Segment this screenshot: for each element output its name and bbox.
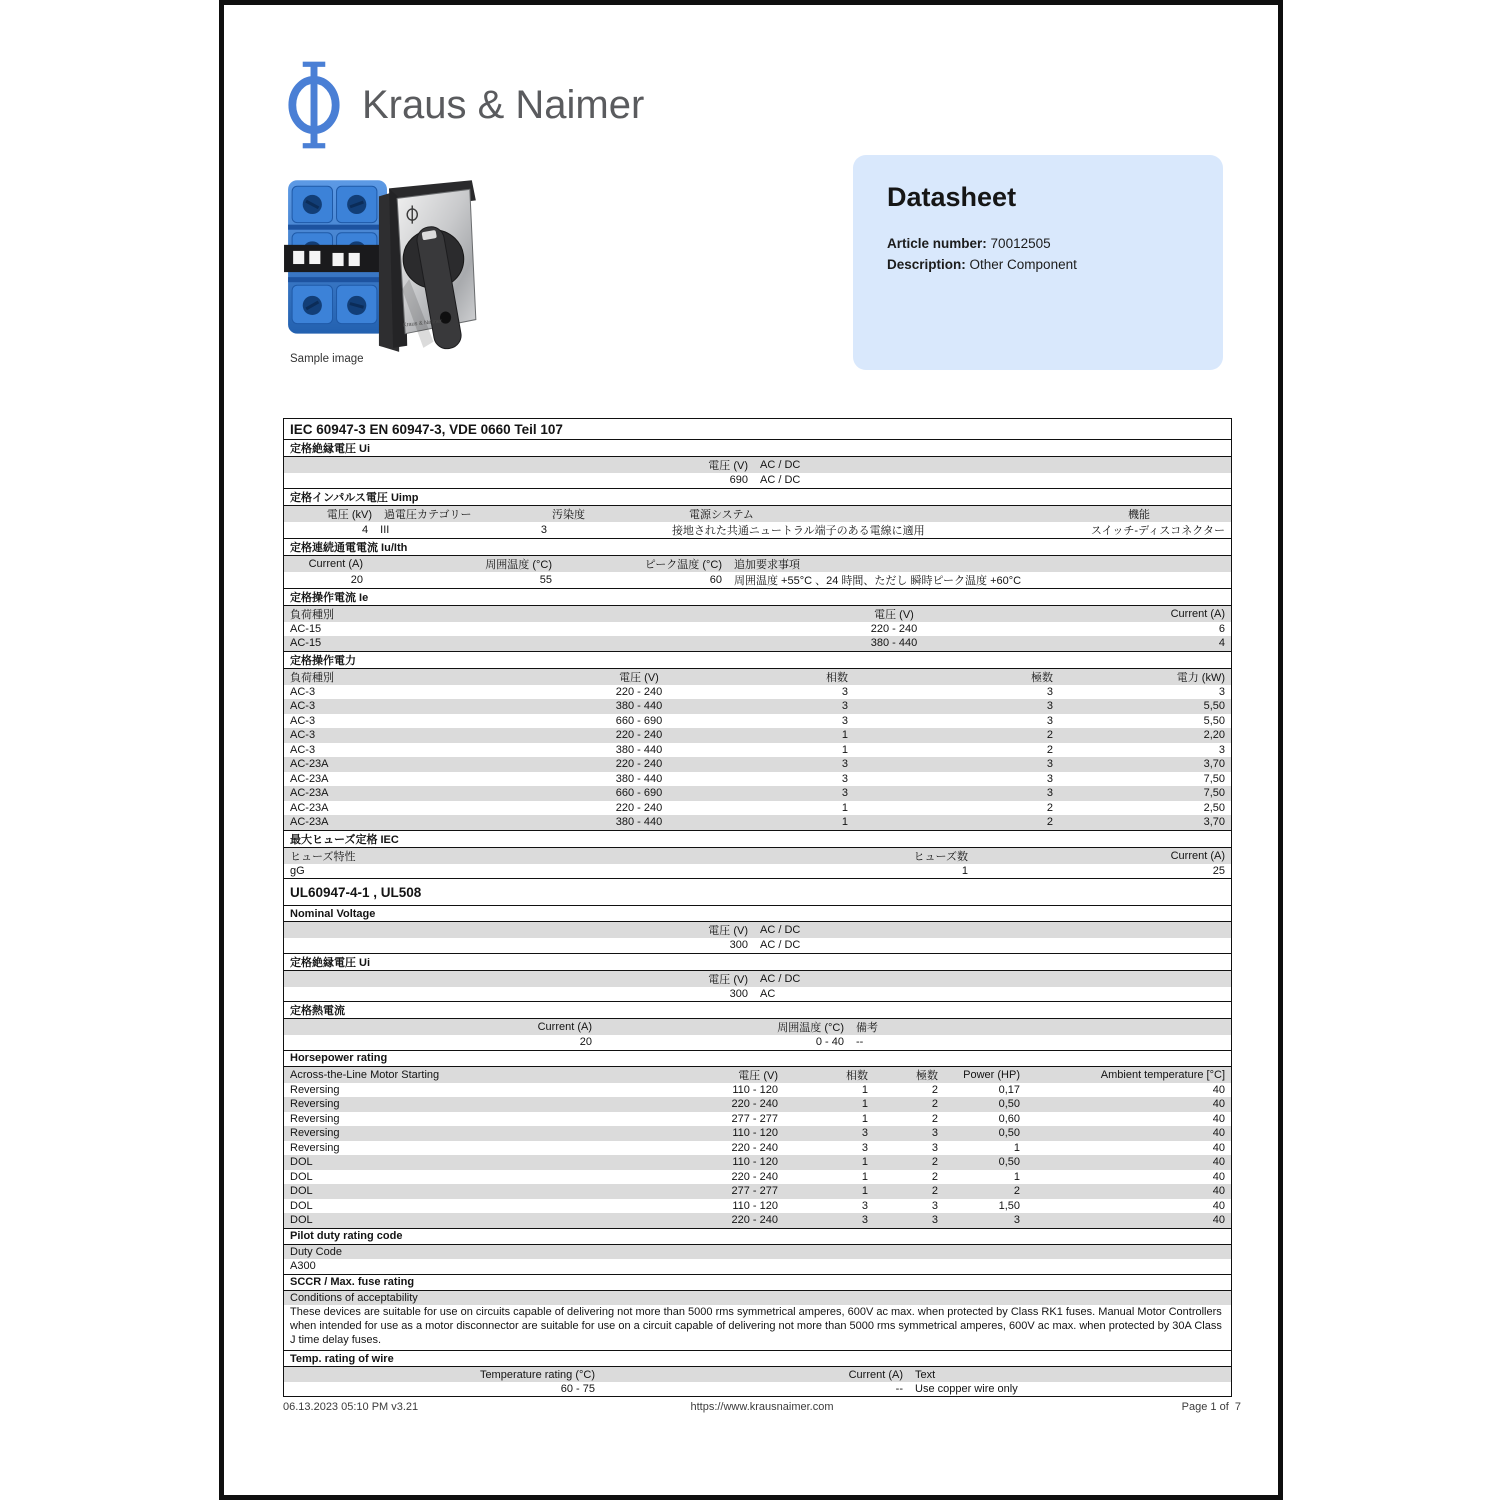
data-cell: 3 [931, 1199, 938, 1212]
data-cell: 60 [709, 573, 722, 586]
section-title: 定格操作電流 Ie [290, 591, 369, 604]
table-row [284, 1199, 1231, 1214]
data-cell: AC-3 [290, 700, 316, 713]
data-cell: These devices are suitable for use on circuits capable of delivering not more than 5000 rms symmetrical amperes, 600V ac max. when protected by Class RK1 fuses. Manual Motor Controllers when intended for use as a motor disconnector are suitable for use on a circuit capable of delivering not more than 5000 rms symmetrical amperes, 600V ac max. when protected by 30A Class J time delay fuses. [290, 1306, 1222, 1346]
column-header-cell: 電力 (kW) [1176, 671, 1225, 684]
data-cell: 3 [1046, 787, 1053, 800]
data-cell: AC [760, 987, 776, 1000]
data-cell: AC-23A [290, 801, 329, 814]
datasheet-summary-box [853, 155, 1223, 370]
data-cell: 3 [861, 1199, 868, 1212]
table-row [284, 1367, 1231, 1382]
table-row [284, 1141, 1231, 1156]
data-cell: 3 [1218, 685, 1225, 698]
data-cell: 1 [861, 1083, 868, 1096]
table-row [284, 622, 1231, 637]
data-cell: 2 [931, 1156, 938, 1169]
table-row [284, 1019, 1231, 1035]
data-cell: A300 [290, 1260, 316, 1273]
data-cell: 0,60 [998, 1112, 1020, 1125]
section-title: SCCR / Max. fuse rating [290, 1276, 415, 1288]
data-cell: 2 [931, 1170, 938, 1183]
data-cell: 3 [1046, 758, 1053, 771]
section-title: 定格連続通電電流 Iu/Ith [290, 541, 408, 554]
data-cell: Reversing [290, 1141, 340, 1154]
data-cell: 4 [362, 523, 369, 536]
table-row [284, 743, 1231, 758]
column-header-cell: 負荷種別 [290, 671, 334, 684]
data-cell: 4 [1218, 637, 1225, 650]
section-title: 定格絶縁電圧 Ui [290, 956, 371, 969]
data-cell: 277 - 277 [731, 1112, 778, 1125]
column-header-cell: 負荷種別 [290, 608, 334, 621]
section-title: 定格インパルス電圧 Uimp [290, 491, 419, 504]
data-cell: 40 [1212, 1083, 1225, 1096]
data-cell: 0,50 [998, 1156, 1020, 1169]
data-cell: 2 [931, 1083, 938, 1096]
section-title-row [284, 1274, 1231, 1291]
data-cell: 1 [841, 816, 848, 829]
data-cell: 300 [729, 939, 748, 952]
data-cell: 277 - 277 [731, 1185, 778, 1198]
data-cell: 1 [861, 1098, 868, 1111]
table-row [284, 556, 1231, 572]
data-cell: 2,20 [1203, 729, 1225, 742]
data-cell: 0 - 40 [815, 1036, 844, 1049]
data-cell: 1,50 [998, 1199, 1020, 1212]
data-cell: 220 - 240 [731, 1141, 778, 1154]
data-cell: AC-23A [290, 816, 329, 829]
data-cell: 2 [1046, 729, 1053, 742]
data-cell: 25 [1212, 864, 1225, 877]
section-title-row [284, 1050, 1231, 1067]
data-cell: 40 [1212, 1170, 1225, 1183]
section-title-row [284, 830, 1231, 848]
section-title: UL60947-4-1 , UL508 [290, 884, 422, 900]
data-cell: 55 [539, 573, 552, 586]
column-header-cell: 電圧 (V) [708, 973, 748, 986]
data-cell: 110 - 120 [732, 1127, 778, 1140]
section-title-row [284, 588, 1231, 606]
table-row [284, 685, 1231, 700]
table-row [284, 636, 1231, 651]
data-cell: 1 [961, 864, 968, 877]
table-row [284, 1170, 1231, 1185]
column-header-cell: 相数 [826, 671, 848, 684]
column-header-cell: Current (A) [1170, 607, 1225, 620]
column-header-cell: ヒューズ特性 [290, 850, 356, 863]
section-title-row [284, 906, 1231, 922]
data-cell: 1 [861, 1112, 868, 1125]
section-title-row [284, 488, 1231, 506]
data-cell: 1 [861, 1170, 868, 1183]
section-title-row [284, 953, 1231, 971]
data-cell: 3 [861, 1127, 868, 1140]
data-cell: 3 [861, 1141, 868, 1154]
data-cell: 3 [1046, 700, 1053, 713]
data-cell: AC / DC [760, 939, 801, 952]
data-cell: 3 [931, 1141, 938, 1154]
data-cell: AC-3 [290, 685, 316, 698]
article-number-label: Article number: [887, 236, 987, 251]
data-cell: 690 [729, 474, 748, 487]
footer-date-version: 06.13.2023 05:10 PM v3.21 [283, 1401, 419, 1413]
table-row [284, 699, 1231, 714]
column-header-cell: 電圧 (kV) [326, 508, 372, 521]
data-cell: 0,17 [998, 1083, 1020, 1096]
table-row [284, 922, 1231, 938]
data-cell: 20 [579, 1036, 592, 1049]
table-row [284, 1083, 1231, 1098]
column-header-cell: Temperature rating (°C) [479, 1368, 595, 1381]
data-cell: 3 [1046, 685, 1053, 698]
table-row [284, 714, 1231, 729]
data-cell: 220 - 240 [615, 758, 663, 771]
section-title: Nominal Voltage [290, 907, 376, 920]
data-cell: 3 [931, 1127, 938, 1140]
table-row [284, 772, 1231, 787]
column-header-cell: 電圧 (V) [738, 1069, 778, 1082]
data-cell: AC-23A [290, 787, 329, 800]
table-row [284, 572, 1231, 588]
data-cell: Reversing [290, 1098, 340, 1111]
data-cell: 3 [841, 685, 848, 698]
data-cell: 20 [350, 573, 363, 586]
section-title-row [284, 538, 1231, 556]
table-row [284, 1382, 1231, 1397]
section-title-row [284, 1228, 1231, 1245]
data-cell: 60 - 75 [560, 1383, 595, 1396]
data-cell: Use copper wire only [915, 1383, 1018, 1396]
data-cell: AC-15 [290, 637, 322, 650]
data-cell: 2 [1046, 816, 1053, 829]
data-cell: Reversing [290, 1083, 340, 1096]
column-header-cell: 極数 [1031, 671, 1053, 684]
table-row [284, 864, 1231, 879]
column-header-cell: Current (A) [537, 1021, 592, 1033]
column-header-cell: 周囲温度 (°C) [777, 1022, 844, 1034]
data-cell: 3 [841, 772, 848, 785]
data-cell: 380 - 440 [615, 743, 663, 756]
data-cell: 40 [1212, 1098, 1225, 1111]
data-cell: 5,50 [1203, 714, 1225, 727]
section-title: 定格熱電流 [290, 1005, 345, 1017]
data-cell: AC-23A [290, 758, 329, 771]
table-row [284, 1213, 1231, 1228]
data-cell: 660 - 690 [615, 787, 663, 800]
data-cell: 110 - 120 [732, 1156, 778, 1169]
table-row [284, 786, 1231, 801]
data-cell: 110 - 120 [732, 1199, 778, 1212]
data-cell: AC-15 [290, 622, 322, 635]
description-line [887, 254, 1189, 275]
table-row [284, 1067, 1231, 1083]
section-title-row [284, 1350, 1231, 1367]
column-header-cell: 電圧 (V) [708, 460, 748, 472]
data-cell: 6 [1218, 622, 1225, 635]
column-header-cell: 電圧 (V) [708, 925, 748, 937]
column-header-cell: 機能 [1128, 508, 1150, 521]
data-cell: 7,50 [1203, 787, 1225, 800]
data-cell: 2 [931, 1112, 938, 1125]
section-title: 定格操作電力 [290, 654, 356, 667]
data-cell: 周囲温度 +55°C 、24 時間、ただし 瞬時ピーク温度 +60°C [734, 574, 1022, 587]
spec-table [283, 418, 1232, 1397]
table-row [284, 815, 1231, 830]
data-cell: 220 - 240 [615, 685, 663, 698]
table-row [284, 971, 1231, 987]
column-header-cell: Conditions of acceptability [290, 1291, 418, 1304]
data-cell: 3 [540, 523, 547, 536]
data-cell: 3,70 [1203, 758, 1225, 771]
data-cell: 3 [861, 1214, 868, 1227]
column-header-cell: ピーク温度 (°C) [644, 558, 722, 571]
data-cell: 3 [1218, 743, 1225, 756]
data-cell: 3 [841, 714, 848, 727]
data-cell: 380 - 440 [615, 700, 663, 713]
data-cell: 2 [931, 1185, 938, 1198]
data-cell: 220 - 240 [615, 801, 663, 814]
table-row [284, 1291, 1231, 1306]
description-label: Description: [887, 257, 966, 272]
table-row [284, 1245, 1231, 1260]
data-cell: DOL [290, 1170, 313, 1183]
column-header-cell: Current (A) [308, 557, 363, 570]
data-cell: 40 [1212, 1141, 1225, 1154]
column-header-cell: Current (A) [1170, 849, 1225, 862]
table-row [284, 987, 1231, 1002]
column-header-cell: ヒューズ数 [913, 850, 968, 863]
data-cell: DOL [290, 1199, 313, 1212]
data-cell: 220 - 240 [731, 1098, 778, 1111]
data-cell: 40 [1212, 1127, 1225, 1140]
data-cell: 2,50 [1203, 801, 1225, 814]
section-title-row [284, 440, 1231, 457]
table-row [284, 669, 1231, 685]
section-title: Horsepower rating [290, 1052, 388, 1064]
data-cell: AC-23A [290, 772, 329, 785]
section-title: 定格絶縁電圧 Ui [290, 443, 371, 455]
table-row [284, 1126, 1231, 1141]
data-cell: 40 [1212, 1185, 1225, 1198]
table-row [284, 848, 1231, 864]
table-row [284, 473, 1231, 488]
data-cell: 3 [841, 700, 848, 713]
data-cell: 3,70 [1203, 816, 1225, 829]
data-cell: 1 [861, 1156, 868, 1169]
data-cell: 7,50 [1203, 772, 1225, 785]
table-row [284, 1035, 1231, 1050]
brand-name: Kraus & Naimer [362, 82, 645, 127]
column-header-cell: 追加要求事項 [734, 558, 800, 571]
plate-brand-text: Kraus & Naimer [402, 318, 443, 329]
data-cell: 110 - 120 [732, 1083, 778, 1096]
column-header-cell: Power (HP) [963, 1068, 1020, 1081]
data-cell: 0,50 [998, 1127, 1020, 1140]
table-row [284, 1305, 1231, 1350]
data-cell: スイッチ-ディスコネクター [1090, 524, 1225, 537]
data-cell: 1 [841, 801, 848, 814]
data-cell: 660 - 690 [615, 714, 663, 727]
data-cell: 380 - 440 [615, 816, 663, 829]
data-cell: 40 [1212, 1156, 1225, 1169]
data-cell: 1 [861, 1185, 868, 1198]
data-cell: 2 [1046, 743, 1053, 756]
article-number-line [887, 233, 1189, 254]
section-title-row [284, 1001, 1231, 1019]
table-row [284, 801, 1231, 816]
data-cell: 1 [1013, 1170, 1020, 1183]
table-row [284, 1184, 1231, 1199]
column-header-cell: 備考 [856, 1022, 878, 1034]
data-cell: 3 [1046, 772, 1053, 785]
column-header-cell: Duty Code [290, 1245, 342, 1258]
table-row [284, 522, 1231, 538]
data-cell: 380 - 440 [870, 637, 918, 650]
data-cell: 0,50 [998, 1098, 1020, 1111]
column-header-cell: 汚染度 [552, 508, 585, 521]
data-cell: DOL [290, 1185, 313, 1198]
column-header-cell: 電源システム [689, 508, 754, 521]
section-title: Temp. rating of wire [290, 1352, 394, 1365]
data-cell: 220 - 240 [731, 1170, 778, 1183]
column-header-cell: Current (A) [848, 1368, 903, 1381]
data-cell: 1 [1013, 1141, 1020, 1154]
data-cell: 380 - 440 [615, 772, 663, 785]
column-header-cell: 過電圧カテゴリー [384, 508, 472, 521]
section-title-row [284, 419, 1231, 440]
data-cell: -- [895, 1383, 903, 1396]
table-row [284, 757, 1231, 772]
product-image [280, 160, 492, 362]
column-header-cell: Across-the-Line Motor Starting [290, 1068, 440, 1081]
data-cell: 3 [931, 1214, 938, 1227]
data-cell: 300 [729, 987, 748, 1000]
column-header-cell: 電圧 (V) [874, 608, 914, 621]
table-row [284, 728, 1231, 743]
column-header-cell: Ambient temperature [°C] [1100, 1068, 1225, 1081]
data-cell: 2 [931, 1098, 938, 1111]
table-row [284, 1155, 1231, 1170]
brand-header [288, 61, 644, 149]
page-footer [283, 1401, 1241, 1413]
footer-url: https://www.krausnaimer.com [690, 1401, 834, 1413]
section-title: Pilot duty rating code [290, 1230, 403, 1242]
datasheet-title: Datasheet [887, 182, 1017, 212]
section-title: IEC 60947-3 EN 60947-3, VDE 0660 Teil 107 [290, 421, 563, 437]
data-cell: 3 [1046, 714, 1053, 727]
data-cell: 220 - 240 [615, 729, 663, 742]
column-header-cell: 電圧 (V) [619, 671, 659, 684]
data-cell: 3 [841, 787, 848, 800]
table-row [284, 506, 1231, 522]
description-value: Other Component [969, 257, 1077, 272]
data-cell: 40 [1212, 1112, 1225, 1125]
data-cell: 3 [841, 758, 848, 771]
column-header-cell: 周囲温度 (°C) [485, 558, 552, 571]
data-cell: AC-3 [290, 714, 316, 727]
section-title-row [284, 651, 1231, 669]
phi-logo-icon [288, 61, 340, 149]
data-cell: DOL [290, 1156, 313, 1169]
data-cell: AC-3 [290, 729, 316, 742]
column-header-cell: AC / DC [760, 924, 801, 936]
data-cell: 2 [1013, 1185, 1020, 1198]
data-cell: 2 [1046, 801, 1053, 814]
data-cell: 40 [1212, 1214, 1225, 1227]
data-cell: gG [290, 864, 305, 877]
table-row [284, 1097, 1231, 1112]
table-row [284, 938, 1231, 953]
datasheet-page [219, 0, 1283, 1500]
table-row [284, 457, 1231, 473]
data-cell: 220 - 240 [731, 1214, 778, 1227]
article-number-value: 70012505 [990, 236, 1051, 251]
data-cell: DOL [290, 1214, 313, 1227]
data-cell: 1 [841, 729, 848, 742]
column-header-cell: AC / DC [760, 972, 801, 985]
sample-image-caption: Sample image [290, 353, 364, 365]
data-cell: AC / DC [760, 474, 801, 487]
data-cell: 40 [1212, 1199, 1225, 1212]
data-cell: 1 [841, 743, 848, 756]
data-cell: AC-3 [290, 743, 316, 756]
column-header-cell: AC / DC [760, 459, 801, 471]
column-header-cell: Text [915, 1368, 936, 1381]
section-title: 最大ヒューズ定格 IEC [290, 833, 399, 846]
data-cell: 3 [1013, 1214, 1020, 1227]
section-title-row [284, 878, 1231, 906]
table-row [284, 1259, 1231, 1274]
data-cell: 220 - 240 [870, 622, 918, 635]
column-header-cell: 相数 [846, 1069, 868, 1082]
data-cell: III [380, 523, 390, 536]
table-row [284, 1112, 1231, 1127]
data-cell: Reversing [290, 1112, 340, 1125]
column-header-cell: 極数 [916, 1069, 938, 1082]
data-cell: -- [856, 1036, 864, 1049]
data-cell: Reversing [290, 1127, 340, 1140]
footer-page-number: Page 1 of 7 [1181, 1401, 1241, 1413]
table-row [284, 606, 1231, 622]
data-cell: 接地された共通ニュートラル端子のある電線に適用 [671, 524, 925, 537]
data-cell: 5,50 [1203, 700, 1225, 713]
